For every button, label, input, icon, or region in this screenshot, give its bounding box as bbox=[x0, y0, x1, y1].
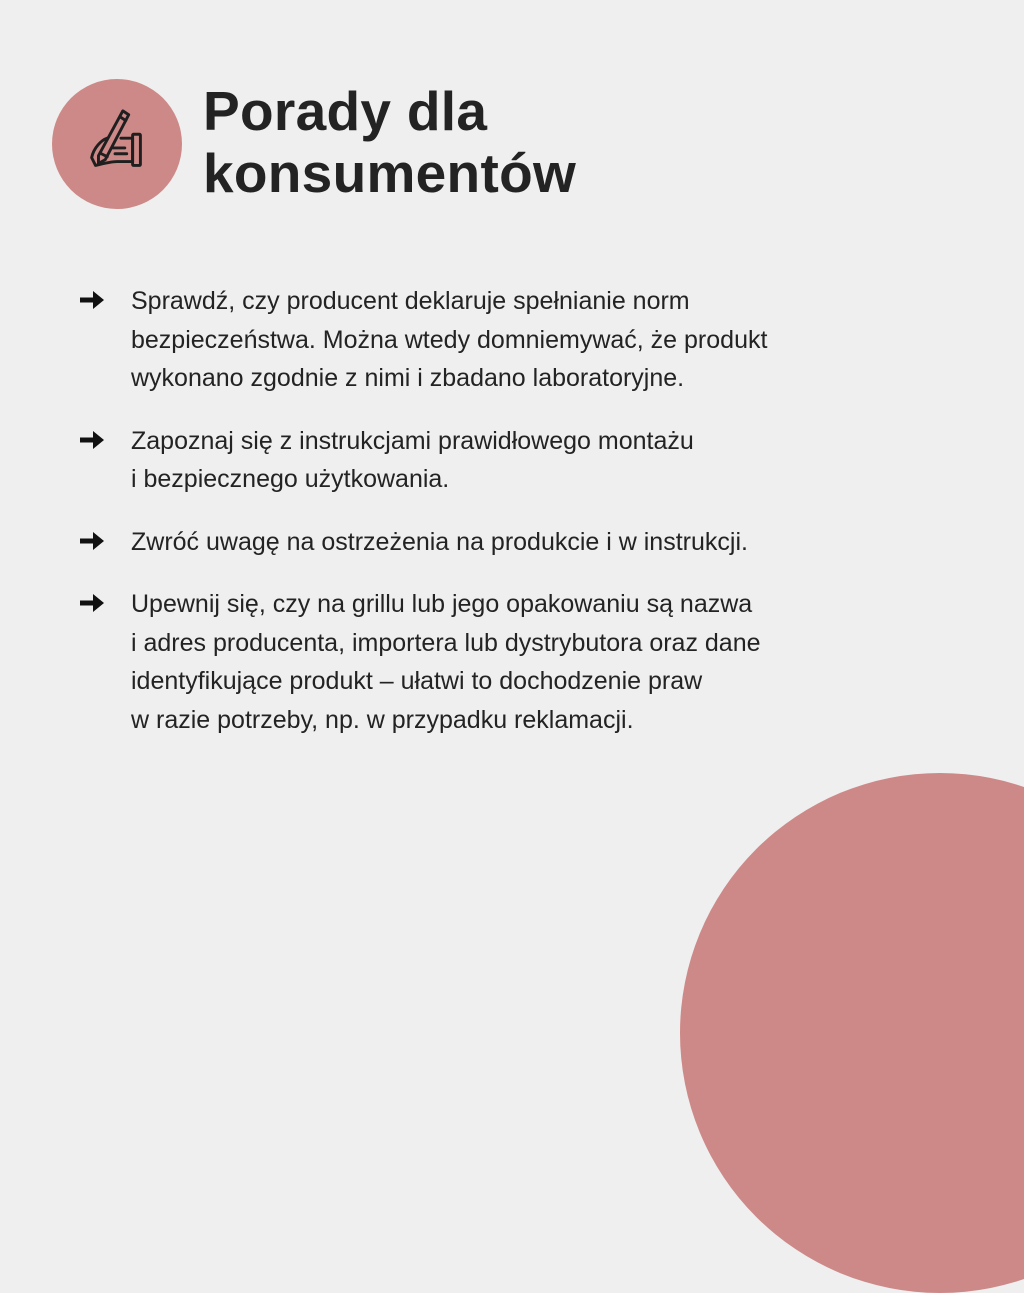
page-title bbox=[203, 80, 576, 204]
arrow-right-icon bbox=[78, 286, 106, 314]
tip-text: Zapoznaj się z instrukcjami prawidłowego montażu i bezpiecznego użytkowania. bbox=[131, 426, 694, 493]
header-icon-badge bbox=[52, 79, 182, 209]
list-item bbox=[74, 282, 954, 398]
tips-list bbox=[74, 282, 954, 763]
title-line-1: Porady dla bbox=[203, 80, 488, 142]
hand-writing-pen-icon bbox=[78, 105, 156, 183]
arrow-right-icon bbox=[78, 527, 106, 555]
arrow-right-icon bbox=[78, 426, 106, 454]
title-line-2: konsumentów bbox=[203, 142, 577, 204]
tip-text: Zwróć uwagę na ostrzeżenia na produkcie i w instrukcji. bbox=[131, 527, 748, 556]
decorative-circle bbox=[680, 773, 1024, 1293]
list-item bbox=[74, 523, 954, 562]
tip-text: Sprawdź, czy producent deklaruje spełnianie norm bezpieczeństwa. Można wtedy domniemywać, że produkt wykonano zgodnie z nimi i zbadano laboratoryjne. bbox=[131, 287, 768, 392]
tip-text: Upewnij się, czy na grillu lub jego opakowaniu są nazwa i adres producenta, importera lub dystrybutora oraz dane identyfikujące produkt – ułatwi to dochodzenie praw w razie potrzeby, np. w przypadku reklamacji. bbox=[131, 590, 761, 734]
list-item bbox=[74, 585, 954, 739]
list-item bbox=[74, 422, 954, 499]
arrow-right-icon bbox=[78, 589, 106, 617]
